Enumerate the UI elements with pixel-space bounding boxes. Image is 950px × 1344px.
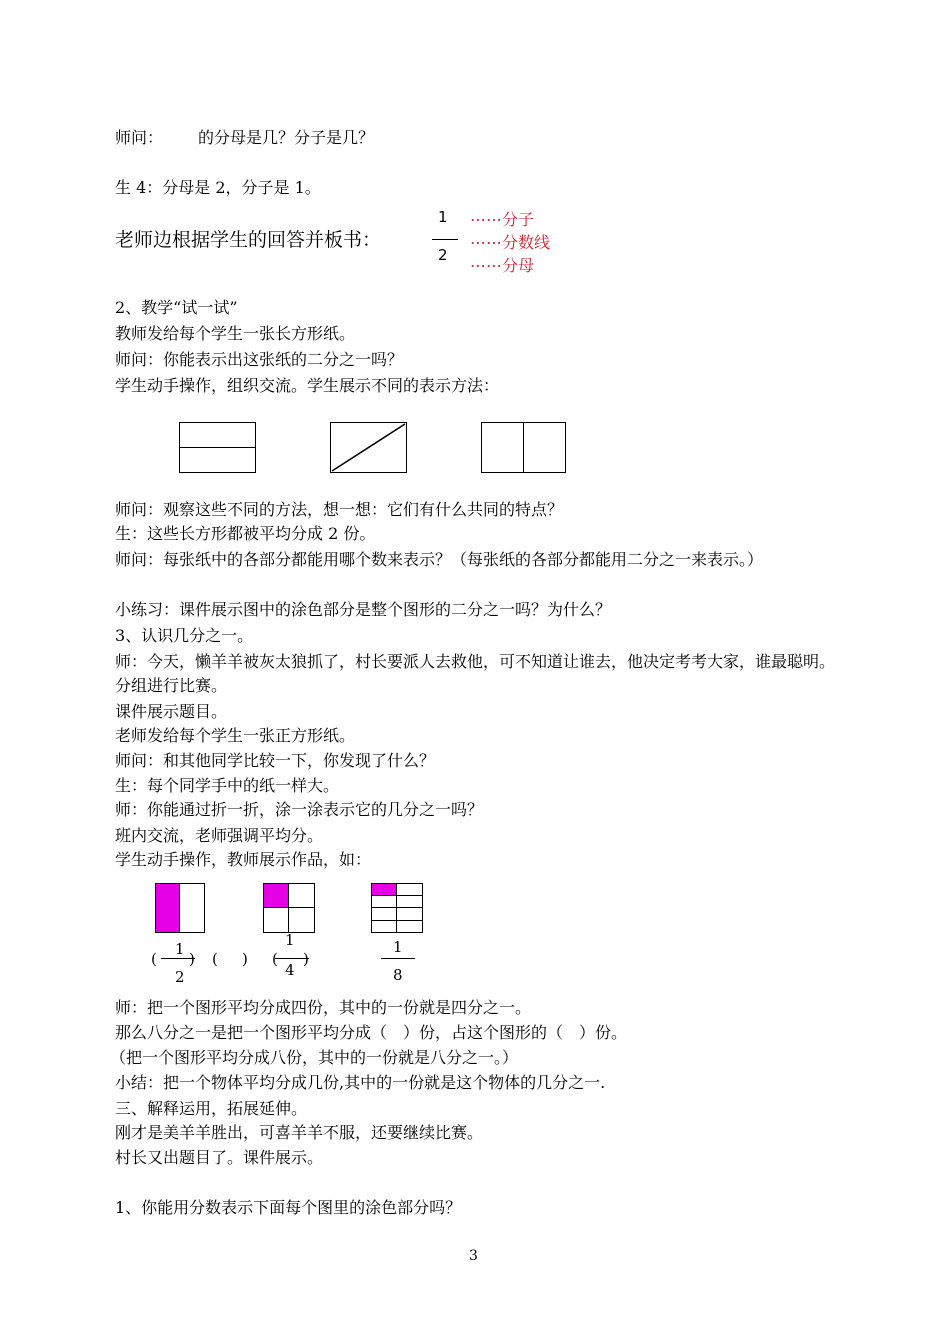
fraction-denominator: 2 [175, 968, 185, 986]
paragraph: 师：你能通过折一折，涂一涂表示它的几分之一吗？ [115, 800, 484, 819]
paragraph: 师：把一个图形平均分成四份，其中的一份就是四分之一。 [115, 998, 532, 1017]
fraction-numerator: 1 [393, 938, 403, 956]
paragraph: 师问：每张纸中的各部分都能用哪个数来表示？（每张纸的各部分都能用二分之一来表示。） [115, 550, 764, 569]
teacher-question-1-text: 的分母是几？分子是几？ [198, 128, 375, 147]
paragraph: 村长又出题目了。课件展示。 [115, 1148, 324, 1167]
paragraph: 学生动手操作，组织交流。学生展示不同的表示方法： [115, 376, 500, 395]
square-divider [263, 907, 315, 908]
section-heading: 三、解释运用，拓展延伸。 [115, 1099, 308, 1118]
annotation-fraction-bar: ⋯⋯分数线 [470, 233, 551, 252]
board-writing-intro: 老师边根据学生的回答并板书： [115, 229, 382, 251]
paren-open: ( [272, 950, 278, 968]
vertical-divider [523, 422, 524, 473]
paragraph: 课件展示题目。 [115, 702, 228, 721]
square-eighths [371, 883, 423, 933]
paragraph: 师问：和其他同学比较一下，你发现了什么？ [115, 751, 436, 770]
paragraph: 师问：观察这些不同的方法，想一想：它们有什么共同的特点？ [115, 500, 564, 519]
paragraph: 小练习：课件展示图中的涂色部分是整个图形的二分之一吗？为什么？ [115, 600, 612, 619]
summary: 小结：把一个物体平均分成几份,其中的一份就是这个物体的几分之一. [115, 1073, 606, 1092]
section-2-heading: 2、教学“试一试” [115, 298, 238, 317]
board-fraction-bar [432, 239, 458, 240]
paragraph: 生：每个同学手中的纸一样大。 [115, 776, 340, 795]
paragraph: （把一个图形平均分成八份，其中的一份就是八分之一。） [110, 1048, 519, 1067]
horizontal-divider [179, 447, 256, 448]
paragraph: 师问：你能表示出这张纸的二分之一吗？ [115, 350, 404, 369]
paren-close: ) [189, 950, 195, 968]
paragraph: 刚才是美羊羊胜出，可喜羊羊不服，还要继续比赛。 [115, 1123, 484, 1142]
square-divider [288, 883, 289, 933]
square-halves [155, 883, 205, 933]
square-divider [179, 883, 180, 933]
paragraph: 学生动手操作，教师展示作品，如： [115, 850, 372, 869]
board-denominator: 2 [438, 246, 448, 264]
paragraph: 生：这些长方形都被平均分成 2 份。 [115, 524, 376, 543]
square-divider [371, 907, 423, 908]
teacher-question-1-label: 师问： [115, 128, 164, 147]
paragraph: 教师发给每个学生一张长方形纸。 [115, 324, 356, 343]
paragraph: 班内交流，老师强调平均分。 [115, 826, 324, 845]
diagonal-divider [330, 422, 407, 473]
paragraph: 师：今天，懒羊羊被灰太狼抓了，村长要派人去救他，可不知道让谁去，他决定考考大家，谁最聪明。分组进行比赛。 [115, 652, 836, 695]
fraction-denominator: 8 [393, 966, 403, 984]
square-divider [396, 883, 397, 933]
fraction-bar [381, 958, 415, 959]
paren-close: ) [303, 950, 309, 968]
paren-close: ) [242, 950, 248, 968]
fraction-numerator: 1 [175, 940, 185, 958]
square-quarters [263, 883, 315, 933]
annotation-denominator: ⋯⋯分母 [470, 256, 535, 275]
square-divider [371, 920, 423, 921]
board-numerator: 1 [438, 208, 448, 226]
fraction-denominator: 4 [285, 961, 295, 979]
exercise-question: 1、你能用分数表示下面每个图里的涂色部分吗？ [115, 1198, 462, 1217]
paragraph: 老师发给每个学生一张正方形纸。 [115, 726, 356, 745]
square-divider [371, 895, 423, 896]
paragraph: 那么八分之一是把一个图形平均分成（ ）份，占这个图形的（ ）份。 [115, 1023, 628, 1042]
paren-open: ( [151, 950, 157, 968]
paren-open: ( [212, 950, 218, 968]
section-3-heading: 3、认识几分之一。 [115, 626, 254, 645]
annotation-numerator: ⋯⋯分子 [470, 210, 535, 229]
fraction-numerator: 1 [285, 931, 295, 949]
page-number: 3 [469, 1248, 478, 1264]
student-4-answer: 生 4：分母是 2，分子是 1。 [115, 178, 321, 197]
